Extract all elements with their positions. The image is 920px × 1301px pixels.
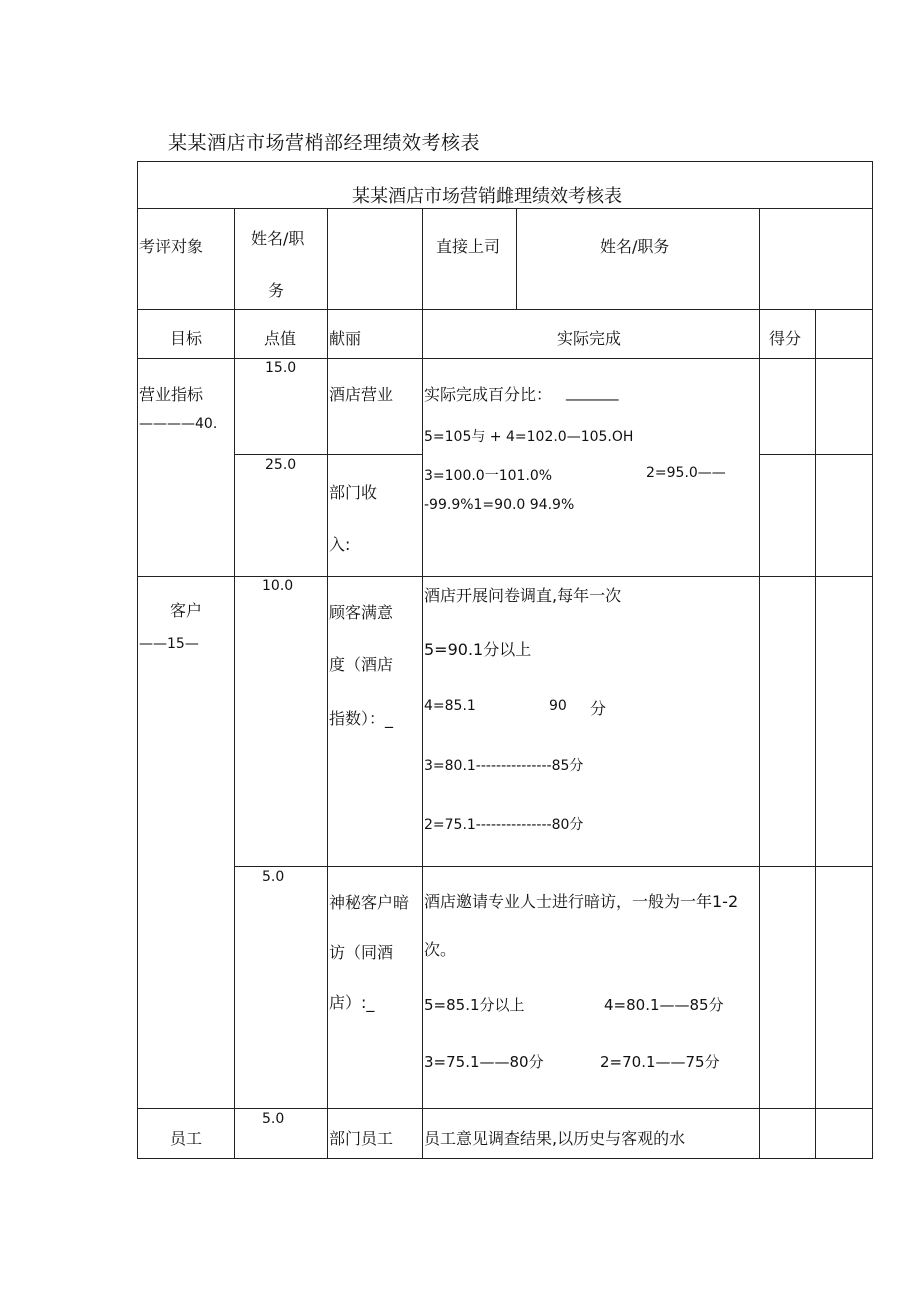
customer-actual-1-line: 90 (549, 698, 567, 714)
table-border-top (137, 161, 873, 162)
customer-actual-1-line: 分 (590, 699, 607, 718)
customer-item-1: 顾客满意 (329, 603, 394, 622)
customer-item-1-cont: 指数）：_ (329, 709, 394, 728)
table-rule (137, 309, 873, 310)
customer-actual-2-line: 3=75.1——80分 (424, 1053, 544, 1071)
staff-actual: 员工意见调查结果,以历史与客观的水 (424, 1129, 686, 1148)
business-target-weight: ————40. (139, 416, 218, 432)
table-rule (137, 576, 873, 577)
table-title: 某某酒店市场营销雌理绩效考核表 (352, 186, 622, 207)
col-header-score: 得分 (769, 329, 802, 348)
table-col-rule (516, 208, 517, 309)
business-points-1: 15.0 (265, 360, 297, 376)
document-title: 某某酒店市场营梢部经理绩效考核表 (168, 132, 481, 154)
customer-item-2-cont: 店）:_ (329, 993, 375, 1012)
customer-item-1-cont: 度（酒店 (329, 655, 394, 674)
name-position-label: 姓名/职 (251, 229, 305, 248)
table-col-rule (815, 309, 816, 1159)
business-actual-line: 实际完成百分比： (424, 385, 553, 404)
customer-points-1: 10.0 (262, 578, 294, 594)
customer-actual-2-line: 5=85.1分以上 (424, 996, 525, 1014)
col-header-item: 献丽 (329, 329, 362, 348)
customer-actual-2-line: 酒店邀请专业人士进行暗访，一般为一年1-2 (424, 892, 739, 911)
business-actual-line: -99.9%1=90.0 94.9% (424, 497, 575, 513)
customer-actual-2-line: 次。 (424, 940, 457, 959)
customer-actual-1-line: 4=85.1 (424, 698, 476, 714)
customer-target-weight: ——15— (139, 636, 199, 652)
table-rule (137, 208, 873, 209)
customer-item-2-cont: 访（同酒 (329, 943, 394, 962)
table-col-rule (327, 208, 328, 1159)
business-actual-line: 3=100.0一101.0% (424, 468, 553, 484)
customer-points-2: 5.0 (262, 869, 285, 885)
name-position-label-cont: 务 (268, 281, 285, 300)
business-item-1: 酒店营业 (329, 385, 394, 404)
customer-actual-1-line: 酒店开展问卷调直,每年一次 (424, 586, 622, 605)
customer-actual-2-line: 4=80.1——85分 (604, 996, 724, 1014)
staff-points: 5.0 (262, 1111, 285, 1127)
table-border-bottom (137, 1158, 873, 1159)
customer-actual-1-line: 5=90.1分以上 (424, 640, 532, 659)
table-col-rule (759, 208, 760, 1159)
table-rule (234, 454, 422, 455)
col-header-actual: 实际完成 (557, 329, 622, 348)
direct-superior-label: 直接上司 (436, 237, 501, 256)
col-header-points: 点值 (264, 329, 297, 348)
business-item-2-cont: 入: (329, 535, 351, 554)
staff-target: 员工 (170, 1129, 203, 1148)
business-actual-line: 2=95.0—— (646, 465, 726, 481)
table-rule (234, 866, 873, 867)
customer-item-2: 神秘客户暗 (329, 893, 410, 912)
business-item-2: 部门收 (329, 483, 378, 502)
table-border-right (872, 161, 873, 1159)
business-points-2: 25.0 (265, 457, 297, 473)
customer-actual-1-line: 3=80.1---------------85分 (424, 758, 584, 774)
business-actual-blank: _______ (566, 383, 619, 401)
eval-target-label: 考评对象 (139, 237, 204, 256)
staff-item: 部门员工 (329, 1129, 394, 1148)
table-rule (137, 1108, 873, 1109)
table-border-left (137, 161, 138, 1159)
business-actual-line: 5=105与 + 4=102.0—105.OH (424, 429, 634, 445)
customer-target: 客户 (170, 601, 203, 620)
col-header-target: 目标 (170, 329, 203, 348)
superior-name-position-label: 姓名/职务 (600, 237, 670, 256)
business-target: 营业指标 (139, 385, 204, 404)
table-rule (137, 358, 873, 359)
table-rule (759, 454, 873, 455)
customer-actual-2-line: 2=70.1——75分 (600, 1053, 720, 1071)
table-col-rule (234, 208, 235, 1159)
table-col-rule (422, 208, 423, 1159)
customer-actual-1-line: 2=75.1---------------80分 (424, 817, 584, 833)
